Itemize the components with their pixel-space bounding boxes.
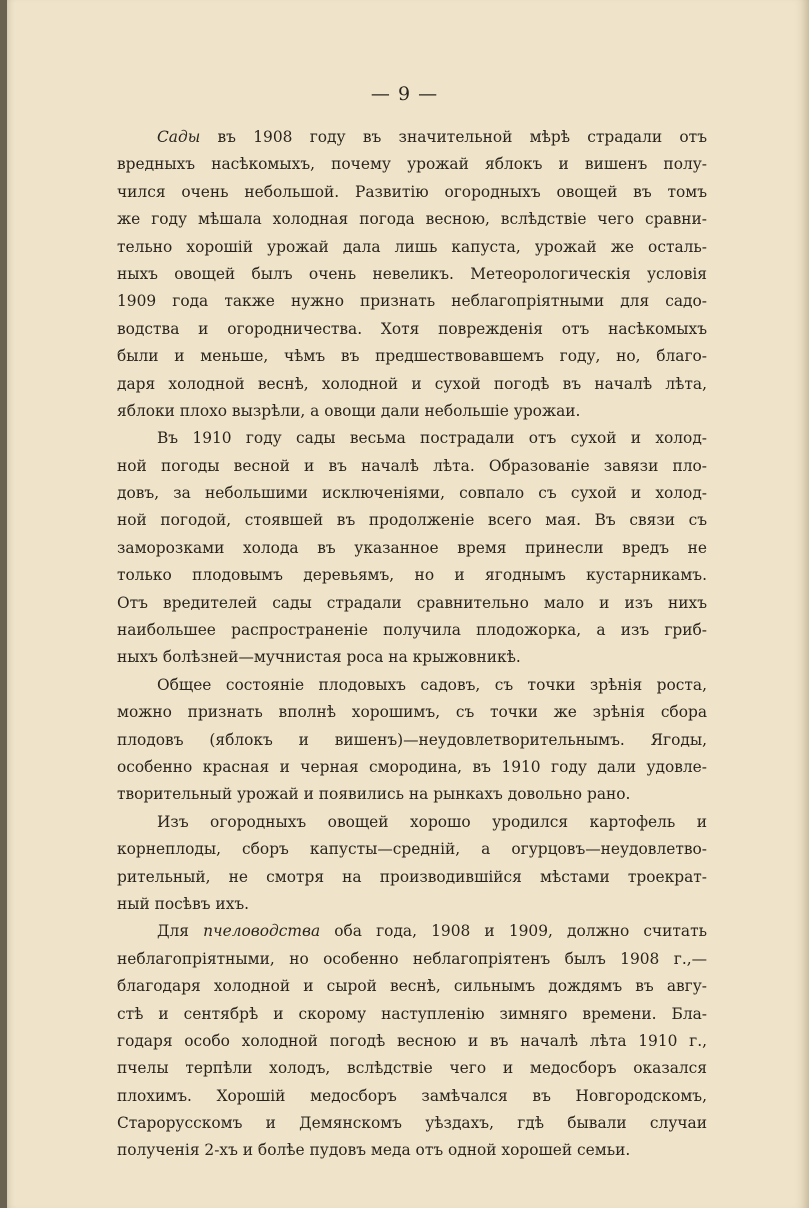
text-line: только плодовымъ деревьямъ, но и ягоднымъ кустарникамъ. <box>117 566 707 585</box>
text-line: даря холодной веснѣ, холодной и сухой погодѣ въ началѣ лѣта, <box>117 374 707 393</box>
text-line: Изъ огородныхъ овощей хорошо уродился картофель и <box>157 812 707 831</box>
text-line: 1909 года также нужно признать неблагопріятными для садо- <box>117 292 707 311</box>
text-line: неблагопріятными, но особенно неблагопріятенъ былъ 1908 г.,— <box>117 949 707 968</box>
text-line: были и меньше, чѣмъ въ предшествовавшемъ году, но, благо- <box>117 347 707 366</box>
text-line <box>117 124 707 151</box>
text-line: плодовъ (яблокъ и вишенъ)—неудовлетворительнымъ. Ягоды, <box>117 730 707 749</box>
emphasis: пчеловодства <box>203 922 321 941</box>
text-line: особенно красная и черная смородина, въ 1910 году дали удовле- <box>117 757 707 776</box>
text-line: полученія 2-хъ и болѣе пудовъ меда отъ одной хорошей семьи. <box>117 1141 631 1160</box>
text-span: Для <box>157 922 204 941</box>
emphasis: Сады <box>157 128 201 146</box>
text-line: корнеплоды, сборъ капусты—средній, а огурцовъ—неудовлетво- <box>117 840 707 859</box>
text-line: ный посѣвъ ихъ. <box>117 894 250 913</box>
text-line: тельно хорошій урожай дала лишь капуста, урожай же осталь- <box>117 237 707 256</box>
text-line: благодаря холодной и сырой веснѣ, сильнымъ дождямъ въ авгу- <box>117 977 707 996</box>
text-line: ныхъ овощей былъ очень невеликъ. Метеорологическія условія <box>117 264 707 283</box>
text-line: Отъ вредителей сады страдали сравнительно мало и изъ нихъ <box>117 593 707 612</box>
text-line: стѣ и сентябрѣ и скорому наступленію зимняго времени. Бла- <box>117 1004 707 1023</box>
text-line: чился очень небольшой. Развитію огородныхъ овощей въ томъ <box>117 182 707 201</box>
body-text <box>117 124 707 1165</box>
text-line: Въ 1910 году сады весьма пострадали отъ сухой и холод- <box>157 429 707 448</box>
text-line: ной погодой, стоявшей въ продолженіе всего мая. Въ связи съ <box>117 511 707 530</box>
text-line: плохимъ. Хорошій медосборъ замѣчался въ Новгородскомъ, <box>117 1086 707 1105</box>
text-line: Старорусскомъ и Демянскомъ уѣздахъ, гдѣ бывали случаи <box>117 1114 707 1133</box>
text-line: годаря особо холодной погодѣ весною и въ началѣ лѣта 1910 г., <box>117 1031 707 1050</box>
text-line: наибольшее распространеніе получила плодожорка, а изъ гриб- <box>117 621 707 640</box>
text-line: ной погоды весной и въ началѣ лѣта. Образованіе завязи пло- <box>117 456 707 475</box>
text-line: вредныхъ насѣкомыхъ, почему урожай яблокъ и вишенъ полу- <box>117 155 707 174</box>
text-line: яблоки плохо вызрѣли, а овощи дали небольшіе урожаи. <box>117 401 581 420</box>
text-line: заморозками холода въ указанное время принесли вредъ не <box>117 538 707 557</box>
text-line <box>117 918 707 945</box>
text-span: оба года, 1908 и 1909, должно считать <box>320 922 707 941</box>
text-line: водства и огородничества. Хотя поврежденія отъ насѣкомыхъ <box>117 319 707 338</box>
text-line: ныхъ болѣзней—мучнистая роса на крыжовникѣ. <box>117 648 521 667</box>
text-line: же году мѣшала холодная погода весною, вслѣдствіе чего сравни- <box>117 210 707 229</box>
page-number: — 9 — <box>370 83 439 105</box>
text-line: Общее состояніе плодовыхъ садовъ, съ точки зрѣнія роста, <box>157 675 707 694</box>
text-line: довъ, за небольшими исключеніями, совпало съ сухой и холод- <box>117 484 707 503</box>
text-line: можно признать вполнѣ хорошимъ, съ точки же зрѣнія сбора <box>117 703 707 722</box>
text-line: творительный урожай и появились на рынкахъ довольно рано. <box>117 785 631 804</box>
page-binding-edge <box>0 0 7 1208</box>
text-line: пчелы терпѣли холодъ, вслѣдствіе чего и медосборъ оказался <box>117 1059 707 1078</box>
text-line: рительный, не смотря на производившійся мѣстами троекрат- <box>117 867 707 886</box>
text-span: въ 1908 году въ значительной мѣрѣ страдали отъ <box>200 128 707 146</box>
